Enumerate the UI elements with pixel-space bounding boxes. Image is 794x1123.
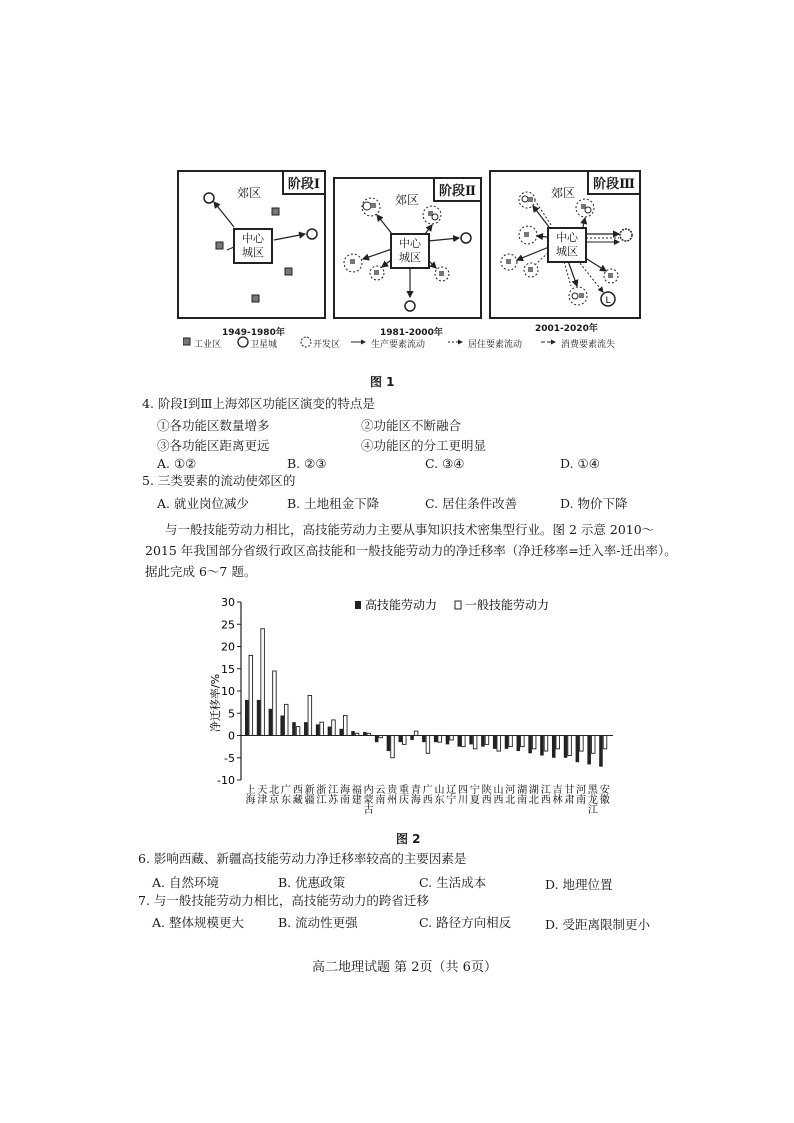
dev-zone-icon bbox=[604, 269, 618, 283]
x-tick-label: 西藏 bbox=[290, 784, 302, 804]
legend-dev-zone-icon bbox=[301, 337, 311, 347]
satellite-mark: L bbox=[605, 296, 611, 306]
bar-general-skill bbox=[556, 736, 560, 749]
q4-option-a[interactable]: A. ①② bbox=[157, 456, 197, 471]
x-tick-label: 安徽 bbox=[597, 784, 609, 804]
stage3-years: 2001-2020年 bbox=[535, 324, 598, 334]
bar-general-skill bbox=[332, 720, 336, 736]
q4-option-d[interactable]: D. ①④ bbox=[560, 456, 600, 471]
x-tick-label: 河南 bbox=[573, 784, 585, 804]
stage3-panel bbox=[489, 170, 641, 319]
bar-high-skill bbox=[422, 736, 426, 743]
legend-production-flow-label: 生产要素流动 bbox=[371, 340, 426, 350]
y-tick-label: 25 bbox=[221, 618, 235, 632]
x-tick-label: 浙江 bbox=[313, 784, 325, 804]
satellite-city-icon bbox=[307, 229, 317, 239]
stage2-panel bbox=[333, 177, 482, 319]
x-tick-label: 河北 bbox=[502, 784, 514, 804]
x-tick-label: 海南 bbox=[337, 784, 349, 804]
legend-consumption-loss-label: 消费要素流失 bbox=[561, 340, 616, 350]
q6-option-d[interactable]: D. 地理位置 bbox=[545, 877, 613, 892]
dev-zone-icon bbox=[569, 287, 587, 305]
q4-statement-4: ④功能区的分工更明显 bbox=[361, 438, 487, 453]
bar-high-skill bbox=[269, 709, 273, 736]
stage3-center-city: 中心 城区 bbox=[547, 227, 587, 263]
bar-high-skill bbox=[481, 736, 485, 747]
stage2-center-city: 中心 城区 bbox=[390, 233, 430, 269]
bar-high-skill bbox=[552, 736, 556, 758]
stage2-years: 1981-2000年 bbox=[380, 328, 443, 338]
stage2-suburb-label: 郊区 bbox=[395, 193, 420, 207]
bar-high-skill bbox=[398, 736, 402, 743]
q4-statement-3: ③各功能区距离更远 bbox=[157, 438, 270, 453]
legend-industrial-label: 工业区 bbox=[194, 340, 222, 350]
bar-general-skill bbox=[497, 736, 501, 752]
legend-industrial-icon bbox=[183, 338, 190, 345]
bar-high-skill bbox=[328, 727, 332, 736]
bar-general-skill bbox=[273, 671, 277, 736]
bar-high-skill bbox=[458, 736, 462, 747]
figure2-caption: 图 2 bbox=[396, 832, 421, 846]
industrial-zone-icon bbox=[272, 208, 279, 215]
bar-general-skill bbox=[308, 695, 312, 735]
bar-general-skill bbox=[261, 629, 265, 736]
q4-statement-1: ①各功能区数量增多 bbox=[157, 418, 270, 433]
bar-general-skill bbox=[532, 736, 536, 749]
x-tick-label: 江西 bbox=[538, 784, 550, 804]
bar-high-skill bbox=[446, 736, 450, 745]
x-tick-label: 辽宁 bbox=[443, 784, 455, 804]
x-tick-label: 山西 bbox=[490, 784, 502, 804]
dev-zone-icon bbox=[423, 206, 441, 224]
q6-stem: 6. 影响西藏、新疆高技能劳动力净迁移率较高的主要因素是 bbox=[138, 851, 467, 866]
x-tick-label: 福建 bbox=[349, 784, 361, 804]
y-tick-label: 0 bbox=[228, 729, 235, 743]
stage1-suburb-label: 郊区 bbox=[237, 186, 262, 200]
x-tick-label: 山东 bbox=[431, 784, 443, 804]
y-tick-label: -5 bbox=[224, 751, 235, 765]
bar-high-skill bbox=[540, 736, 544, 756]
bar-general-skill bbox=[591, 736, 595, 754]
q4-option-c[interactable]: C. ③④ bbox=[425, 456, 465, 471]
q7-option-b[interactable]: B. 流动性更强 bbox=[278, 915, 358, 930]
bar-general-skill bbox=[450, 736, 454, 740]
bar-general-skill bbox=[462, 736, 466, 747]
stage3-tag: 阶段Ⅲ bbox=[587, 172, 639, 195]
bar-general-skill bbox=[403, 736, 407, 745]
satellite-city-icon bbox=[204, 193, 214, 203]
stage1-years: 1949-1980年 bbox=[222, 328, 285, 338]
legend-residential-flow-label: 居住要素流动 bbox=[468, 340, 523, 350]
legend-satellite-label: 卫星城 bbox=[250, 340, 278, 350]
stage1-panel bbox=[177, 170, 326, 319]
stage1-center-city: 中心 城区 bbox=[233, 228, 273, 264]
bar-high-skill bbox=[363, 732, 367, 736]
q6-option-b[interactable]: B. 优惠政策 bbox=[278, 875, 346, 890]
x-tick-label: 重庆 bbox=[396, 784, 408, 804]
q4-stem: 4. 阶段Ⅰ到Ⅲ上海郊区功能区演变的特点是 bbox=[142, 396, 375, 411]
x-tick-label: 青海 bbox=[408, 784, 420, 804]
bar-general-skill bbox=[355, 733, 359, 735]
bar-high-skill bbox=[375, 736, 379, 743]
bar-high-skill bbox=[387, 736, 391, 752]
x-tick-label: 新疆 bbox=[302, 784, 314, 804]
bar-general-skill bbox=[426, 736, 430, 754]
y-tick-label: 20 bbox=[221, 640, 235, 654]
x-tick-label: 天津 bbox=[254, 784, 266, 804]
bar-high-skill bbox=[316, 724, 320, 735]
q6-option-a[interactable]: A. 自然环境 bbox=[152, 875, 219, 890]
bar-high-skill bbox=[505, 736, 509, 749]
q7-stem: 7. 与一般技能劳动力相比，高技能劳动力的跨省迁移 bbox=[138, 893, 429, 908]
bar-high-skill bbox=[410, 736, 414, 740]
satellite-city-icon bbox=[405, 301, 415, 311]
x-tick-label: 宁夏 bbox=[467, 784, 479, 804]
x-tick-label: 黑龙江 bbox=[585, 784, 597, 814]
dev-zone-icon bbox=[501, 254, 517, 270]
bar-chart bbox=[205, 592, 615, 832]
dev-zone-icon bbox=[370, 266, 384, 280]
bar-general-skill bbox=[473, 736, 477, 749]
q5-option-c[interactable]: C. 居住条件改善 bbox=[425, 496, 518, 511]
legend-satellite-icon bbox=[238, 337, 248, 347]
bar-high-skill bbox=[564, 736, 568, 758]
bar-high-skill bbox=[587, 736, 591, 765]
bar-general-skill bbox=[391, 736, 395, 758]
x-tick-label: 上海 bbox=[243, 784, 255, 804]
bar-high-skill bbox=[351, 731, 355, 735]
dev-zone-icon bbox=[519, 192, 535, 208]
bar-high-skill bbox=[304, 722, 308, 735]
bar-high-skill bbox=[469, 736, 473, 745]
q4-statement-2: ②功能区不断融合 bbox=[361, 418, 462, 433]
bar-general-skill bbox=[580, 736, 584, 752]
x-tick-label: 四川 bbox=[455, 784, 467, 804]
industrial-zone-icon bbox=[252, 295, 259, 302]
bar-high-skill bbox=[528, 736, 532, 754]
x-tick-label: 陕西 bbox=[479, 784, 491, 804]
bar-general-skill bbox=[284, 704, 288, 735]
bar-general-skill bbox=[544, 736, 548, 752]
bar-high-skill bbox=[339, 729, 343, 736]
dev-zone-icon bbox=[435, 267, 449, 281]
stage2-tag: 阶段Ⅱ bbox=[433, 179, 480, 202]
x-tick-label: 内蒙古 bbox=[361, 784, 373, 814]
bar-general-skill bbox=[296, 727, 300, 736]
satellite-city-icon bbox=[620, 229, 632, 241]
satellite-city-icon bbox=[601, 292, 615, 306]
y-tick-label: 30 bbox=[221, 596, 235, 609]
y-tick-label: 10 bbox=[221, 685, 235, 698]
stage1-tag: 阶段Ⅰ bbox=[282, 172, 324, 195]
legend-high-skill-label: 高技能劳动力 bbox=[365, 598, 438, 612]
legend-general-skill-swatch bbox=[455, 601, 461, 609]
q5-stem: 5. 三类要素的流动使郊区的 bbox=[142, 473, 296, 488]
x-tick-label: 湖南 bbox=[514, 784, 526, 804]
legend-dev-zone-label: 开发区 bbox=[313, 340, 341, 350]
bar-high-skill bbox=[434, 736, 438, 743]
y-tick-label: 15 bbox=[221, 662, 235, 676]
stage3-suburb-label: 郊区 bbox=[551, 186, 576, 200]
x-tick-label: 甘肃 bbox=[561, 784, 573, 804]
bar-high-skill bbox=[292, 722, 296, 735]
x-tick-label: 吉林 bbox=[550, 784, 562, 804]
industrial-zone-icon bbox=[216, 242, 223, 249]
q7-option-a[interactable]: A. 整体规模更大 bbox=[152, 915, 244, 930]
dev-zone-icon bbox=[576, 199, 594, 217]
figure2-chart bbox=[205, 592, 615, 832]
bar-general-skill bbox=[379, 736, 383, 738]
q4-option-b[interactable]: B. ②③ bbox=[287, 456, 327, 471]
bar-general-skill bbox=[438, 736, 442, 743]
x-tick-label: 北京 bbox=[266, 784, 278, 804]
legend-high-skill-swatch bbox=[355, 601, 361, 609]
q5-option-b[interactable]: B. 土地租金下降 bbox=[287, 496, 380, 511]
passage-line-1: 与一般技能劳动力相比，高技能劳动力主要从事知识技术密集型行业。图 2 示意 2010～ bbox=[165, 522, 655, 537]
passage-line-3: 据此完成 6～7 题。 bbox=[145, 564, 257, 579]
legend-general-skill-label: 一般技能劳动力 bbox=[465, 598, 550, 612]
page-footer: 高二地理试题 第 2页（共 6页） bbox=[312, 960, 497, 975]
bar-general-skill bbox=[367, 733, 371, 735]
passage-line-2: 2015 年我国部分省级行政区高技能和一般技能劳动力的净迁移率（净迁移率=迁入率-迁出率）。 bbox=[145, 543, 677, 558]
dev-zone-icon bbox=[362, 198, 380, 216]
bar-high-skill bbox=[257, 700, 261, 736]
figure1-caption: 图 1 bbox=[370, 375, 395, 389]
bar-general-skill bbox=[603, 736, 607, 749]
bar-high-skill bbox=[517, 736, 521, 752]
q7-option-c[interactable]: C. 路径方向相反 bbox=[419, 915, 512, 930]
dev-zone-icon bbox=[344, 254, 362, 272]
satellite-city-icon bbox=[461, 233, 471, 243]
bar-general-skill bbox=[509, 736, 513, 747]
bar-high-skill bbox=[245, 700, 249, 736]
bar-high-skill bbox=[599, 736, 603, 767]
y-axis-label: 净迁移率/% bbox=[209, 673, 222, 733]
y-tick-label: -10 bbox=[217, 774, 235, 787]
x-tick-label: 江苏 bbox=[325, 784, 337, 804]
x-tick-label: 广东 bbox=[278, 784, 290, 804]
x-tick-label: 广西 bbox=[420, 784, 432, 804]
bar-general-skill bbox=[249, 655, 253, 735]
bar-general-skill bbox=[521, 736, 525, 747]
bar-general-skill bbox=[568, 736, 572, 756]
bar-general-skill bbox=[485, 736, 489, 745]
bar-high-skill bbox=[576, 736, 580, 763]
x-tick-label: 云南 bbox=[372, 784, 384, 804]
dev-zone-icon bbox=[524, 263, 538, 277]
dev-zone-icon bbox=[519, 226, 537, 244]
bar-general-skill bbox=[320, 722, 324, 735]
q6-option-c[interactable]: C. 生活成本 bbox=[419, 875, 487, 890]
bar-general-skill bbox=[343, 715, 347, 735]
industrial-zone-icon bbox=[285, 268, 292, 275]
bar-general-skill bbox=[414, 731, 418, 735]
q5-option-d[interactable]: D. 物价下降 bbox=[560, 496, 628, 511]
x-tick-label: 贵州 bbox=[384, 784, 396, 804]
bar-high-skill bbox=[493, 736, 497, 749]
passage bbox=[145, 519, 685, 582]
q5-option-a[interactable]: A. 就业岗位减少 bbox=[157, 496, 249, 511]
bar-high-skill bbox=[280, 715, 284, 735]
q7-option-d[interactable]: D. 受距离限制更小 bbox=[545, 917, 651, 932]
y-tick-label: 5 bbox=[228, 707, 235, 721]
x-tick-label: 湖北 bbox=[526, 784, 538, 804]
